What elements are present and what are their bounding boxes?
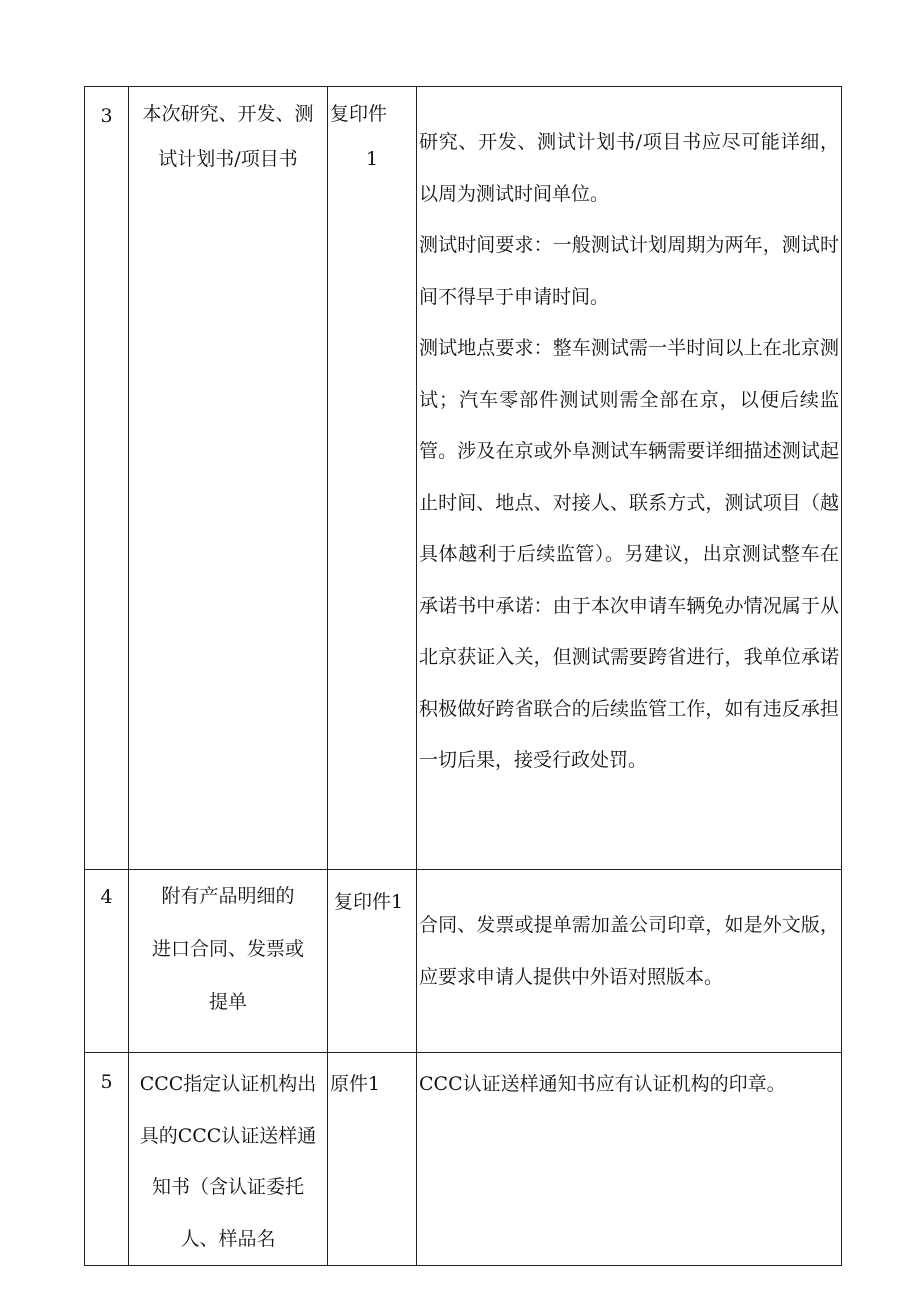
document-name <box>129 87 328 870</box>
table-row <box>85 1053 842 1266</box>
copy-type <box>328 1053 417 1266</box>
requirements-table <box>84 86 842 1266</box>
table-row <box>85 87 842 870</box>
document-name-line: 具的CCC认证送样通 <box>139 1124 317 1147</box>
requirements <box>417 870 842 1053</box>
table-row <box>85 870 842 1053</box>
requirement-paragraph: 测试地点要求：整车测试需一半时间以上在北京测试；汽车零部件测试则需全部在京，以便后续监管。涉及在京或外阜测试车辆需要详细描述测试起止时间、地点、对接人、联系方式，测试项目（越具体越利于后续监管）。另建议，出京测试整车在承诺书中承诺：由于本次申请车辆免办情况属于从北京获证入关，但测试需要跨省进行，我单位承诺积极做好跨省联合的后续监管工作，如有违反承担一切后果，接受行政处罚。 <box>419 337 839 771</box>
requirement-paragraph: CCC认证送样通知书应有认证机构的印章。 <box>419 1073 786 1095</box>
document-name-line: CCC指定认证机构出 <box>139 1073 317 1095</box>
requirements <box>417 87 842 870</box>
document-name-line: 试计划书/项目书 <box>158 147 298 170</box>
document-name-line: 知书（含认证委托 <box>151 1176 304 1198</box>
document-name-line: 人、样品名 <box>180 1227 276 1250</box>
requirement-paragraph: 测试时间要求：一般测试计划周期为两年，测试时间不得早于申请时间。 <box>419 234 839 308</box>
document-name-line: 提单 <box>208 991 247 1013</box>
row-number: 4 <box>85 870 129 1053</box>
requirements <box>417 1053 842 1266</box>
copy-type-line: 复印件1 <box>334 891 404 913</box>
copy-type-line: 复印件 <box>330 103 388 125</box>
document-name <box>129 870 328 1053</box>
document-name-line: 进口合同、发票或 <box>151 938 304 960</box>
document-name-line: 附有产品明细的 <box>161 885 295 907</box>
copy-type <box>328 87 417 870</box>
document-name-line: 本次研究、开发、测 <box>142 103 314 125</box>
row-number: 3 <box>85 87 129 870</box>
document-name <box>129 1053 328 1266</box>
copy-type <box>328 870 417 1053</box>
row-number: 5 <box>85 1053 129 1266</box>
copy-type-line: 原件1 <box>330 1073 381 1095</box>
copy-type-line: 1 <box>365 147 379 170</box>
requirement-paragraph: 研究、开发、测试计划书/项目书应尽可能详细，以周为测试时间单位。 <box>419 131 839 205</box>
requirement-paragraph: 合同、发票或提单需加盖公司印章，如是外文版，应要求申请人提供中外语对照版本。 <box>419 914 839 988</box>
